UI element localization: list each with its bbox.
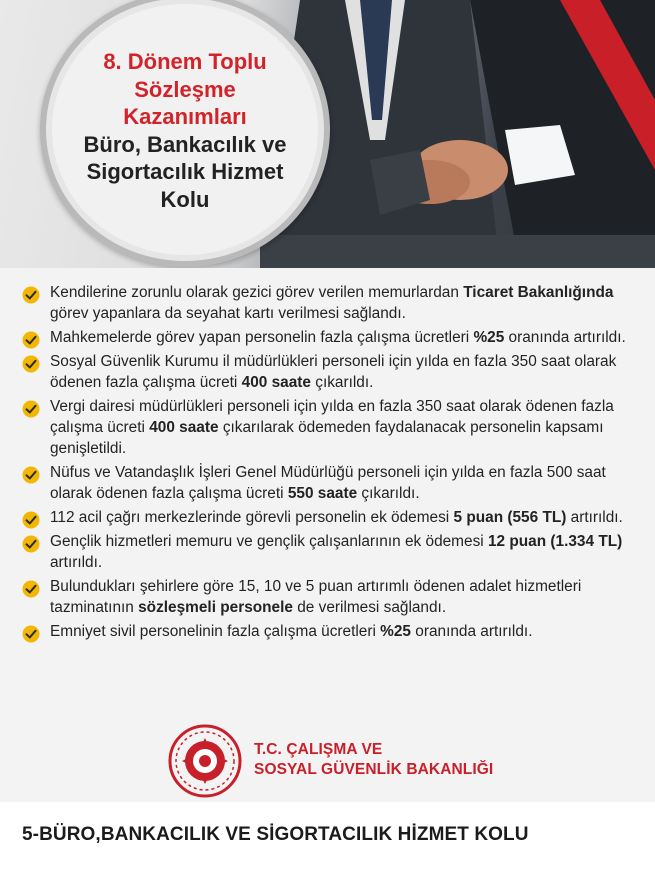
item-text: Gençlik hizmetleri memuru ve gençlik çalışanlarının ek ödemesi (50, 533, 488, 550)
ministry-logo (168, 724, 498, 800)
item-text: çıkarılarak ödemeden faydalanacak personelin kapsamı genişletildi. (50, 419, 604, 457)
emphasis-text: %25 (473, 329, 505, 346)
list-item (22, 507, 647, 528)
hero-banner (0, 0, 655, 268)
list-item (22, 351, 647, 393)
emphasis-text: 5 puan (556 TL) (453, 509, 567, 526)
item-text: çıkarıldı. (310, 374, 374, 391)
emphasis-text: Ticaret Bakanlığında (463, 284, 614, 301)
item-text: oranında artırıldı. (504, 329, 626, 346)
check-icon (22, 400, 40, 418)
emphasis-text: %25 (380, 623, 411, 640)
list-item (22, 576, 647, 618)
list-item (22, 396, 647, 459)
emphasis-text: 400 saate (241, 374, 311, 391)
page-caption: 5-BÜRO,BANKACILIK VE SİGORTACILIK HİZMET KOLU (22, 824, 529, 845)
item-text: artırıldı. (50, 554, 103, 571)
title-line: Büro, Bankacılık ve (83, 131, 287, 157)
title-line: Sigortacılık Hizmet (86, 159, 284, 184)
check-icon (22, 466, 40, 484)
title-line: Kazanımları (123, 104, 247, 129)
check-icon (22, 580, 40, 598)
hero-title (55, 48, 315, 213)
emphasis-text: 400 saate (149, 419, 219, 436)
list-item (22, 327, 647, 348)
item-text: görev yapanlara da seyahat kartı verilmesi sağlandı. (50, 305, 406, 322)
item-text: de verilmesi sağlandı. (292, 599, 447, 616)
check-icon (22, 331, 40, 349)
item-text: oranında artırıldı. (410, 623, 533, 640)
item-text: Emniyet sivil personelinin fazla çalışma ücretleri (50, 623, 381, 640)
emphasis-text: 550 saate (287, 485, 358, 502)
ministry-name (254, 740, 493, 780)
list-item (22, 462, 647, 504)
item-text: Sosyal Güvenlik Kurumu il müdürlükleri personeli için yılda en fazla 350 saat olarak ödenen fazla çalışma ücreti (50, 353, 617, 391)
item-text: Mahkemelerde görev yapan personelin fazla çalışma ücretleri (50, 329, 474, 346)
item-text: çıkarıldı. (357, 485, 420, 502)
list-item (22, 531, 647, 573)
check-icon (22, 511, 40, 529)
emphasis-text: sözleşmeli personele (138, 599, 293, 616)
item-text: Bulundukları şehirlere göre 15, 10 ve 5 puan artırımlı ödenen adalet hizmetleri tazminatının (50, 578, 582, 616)
item-text: Vergi dairesi müdürlükleri personeli için yılda en fazla 350 saat olarak ödenen fazla çalışma ücreti (50, 398, 614, 436)
item-text: Kendilerine zorunlu olarak gezici görev verilen memurlardan (50, 284, 464, 301)
item-text: artırıldı. (566, 509, 623, 526)
ministry-emblem-icon (168, 724, 242, 798)
title-line: Kolu (160, 186, 210, 212)
achievements-list (22, 282, 647, 645)
check-icon (22, 286, 40, 304)
ministry-line-2: SOSYAL GÜVENLİK BAKANLIĞI (254, 761, 494, 778)
title-line: 8. Dönem Toplu (103, 49, 267, 74)
list-item (22, 282, 647, 324)
check-icon (22, 535, 40, 553)
emphasis-text: 12 puan (1.334 TL) (487, 533, 623, 550)
item-text: 112 acil çağrı merkezlerinde görevli personelin ek ödemesi (50, 509, 454, 526)
check-icon (22, 625, 40, 643)
list-item (22, 621, 647, 642)
ministry-line-1: T.C. ÇALIŞMA VE (254, 741, 383, 758)
title-line: Sözleşme (134, 76, 236, 102)
item-text: Nüfus ve Vatandaşlık İşleri Genel Müdürlüğü personeli için yılda en fazla 500 saat olarak ödenen fazla çalışma ücreti (50, 464, 606, 502)
check-icon (22, 355, 40, 373)
